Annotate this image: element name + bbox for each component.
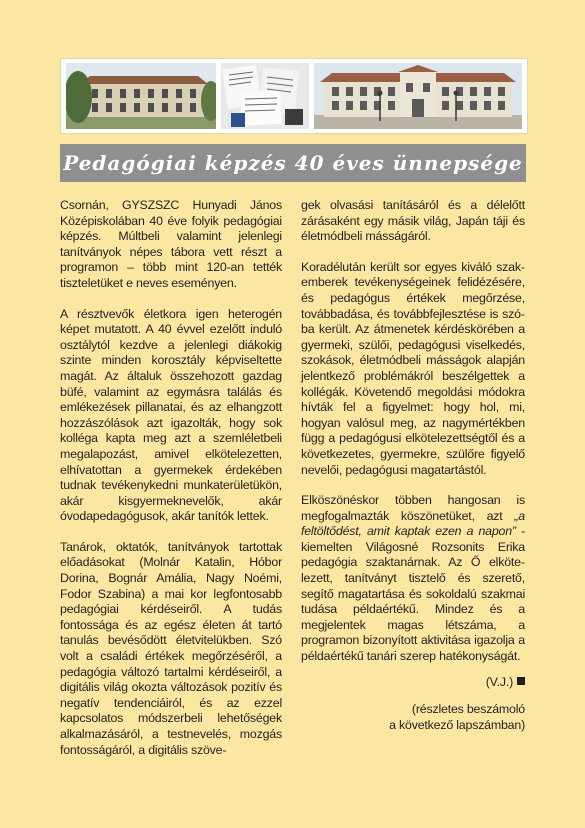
article-paragraph: A résztvevők életkora igen heterogén képet mutatott. A 40 évvel ezelőtt induló osztálytól kezdve a jelenlegi diákokig szinte minden korosztály képviseltette magát. Az általuk összehozott gazdag büfé, valamint az egymásra találás és emlékezések pillanatai, és az elhangzott hozzászólások azt igazolták, hogy sok kolléga kapta meg azt a szemléletbeli megalapozást, amivel elkötelezetten, elhívatottan a gyermekek érdekében tudnak tevékenykedni munkaterületükön, akár kisgyermeknevelők, akár óvodapedagógusok, akár tanítók lettek. [60,306,282,524]
article-paragraph: Koradélután került sor egyes kiváló szakemberek tevékenységeinek felidézésére, és pedagógus értékek megőrzése, továbbadása, és továbbfejlesztése is szóba került. Az átmenetek kérdéskörében a gyermeki, szülői, pedagógusi viselkedés, szokások, életmódbeli másságok alapján jelentkező problémákról beszélgettek a kollégák. Követendő megoldási módokra hívták fel a figyelmet: hogy hol, mi, hogyan valósul meg, az nagymértékben függ a pedagógusi elkötelezettségtől és a következetes, gyermekre, szülőre figyelő nevelői, pedagógusi magatartástól. [301,259,525,477]
note-line-2: a következő lapszámban) [389,717,525,732]
quote-text: „a feltöltődést, amit kaptak ezen a napon” [301,508,525,539]
title-banner [60,144,526,182]
end-square-icon [517,677,525,685]
article-column-left [60,198,282,758]
author-signature [301,675,525,691]
article-paragraph: Csornán, GYSZSZC Hunyadi János Középiskolában 40 éve folyik pedagógiai képzés. Múltbeli valamint jelenlegi tanítványok népes tábora vett részt a programon – több mint 120-an tették tiszteletüket e neves eseményen. [60,198,282,290]
article-column-right [301,198,525,748]
article-paragraph: gek olvasási tanításáról és a délelőtt zárásaként egy másik világ, Japán táji és életmódbeli másságáról. [301,198,525,244]
article-paragraph: Tanárok, oktatók, tanítványok tartottak előadásokat (Molnár Katalin, Hóbor Dorina, Bognár Amália, Nagy Noémi, Fodor Szabina) a mai kor legfontosabb pedagógiai kérdéseiről. A tudás fontossága és az egész életen át tartó tanulás bevésődött életvitelükben. Szó volt a családi értékek megőrzéséről, a pedagógia változó tartalmi kérdéseiről, a digitális világ okozta változások pozitív és negatív tendenciáiról, és az ezzel kapcsolatos módszerbeli lehetőségek alkalmazásáról, a testnevelés, mozgás fontosságáról, a digitális szöve- [60,539,282,757]
signature-text: (V.J.) [485,674,513,689]
photo-strip [60,58,528,134]
newspaper-clippings-photo [221,63,309,129]
school-building-front-photo [314,63,522,129]
note-line-1: (részletes beszámoló [411,702,525,717]
continuation-note [301,702,525,733]
article-paragraph [301,493,525,665]
school-building-photo [66,63,216,129]
page-title: Pedagógiai képzés 40 éves ünnepsége [63,151,523,175]
article-text: Elköszönéskor többen hangosan is megfogalmazták köszönetüket, azt [301,493,525,523]
article-text: - kiemelten Világosné Rozsonits Erika pedagógia szaktanárnak. Az Ő elkötelezett, tanítványt tisztelő és szerető, segítő magatartása és sokoldalú szakmai tudása példaértékű. Mindez és a megjelentek magas létszáma, a programon bizonyított aktivitása igazolja a példaértékű tanári szerep hatékonyságát. [301,524,525,664]
